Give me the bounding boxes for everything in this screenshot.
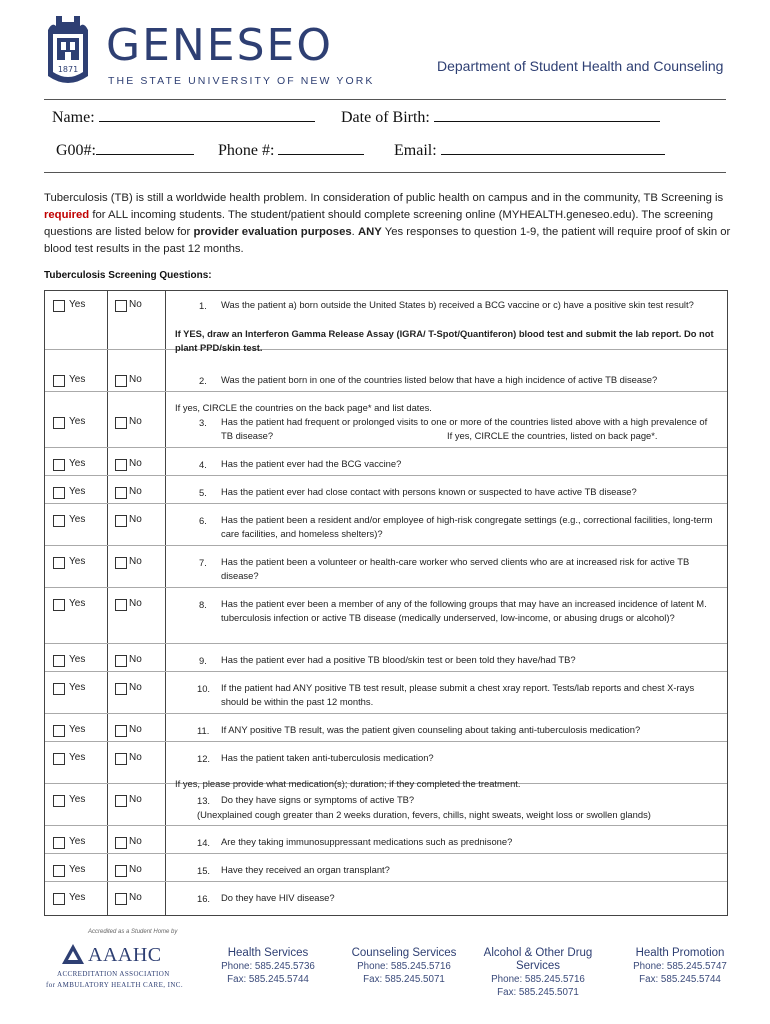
row-divider xyxy=(45,741,727,742)
row-divider xyxy=(45,475,727,476)
intro-paragraph: Tuberculosis (TB) is still a worldwide health problem. In consideration of public health on campus and in the community, TB Screening is required for ALL incoming students. The student/patient should complete screening online (MYHEALTH.geneseo.edu). The screening questions are listed below for provider evaluation purposes. ANY Yes responses to question 1-9, the patient will require proof of skin or blood test results in the past 12 months. xyxy=(44,192,731,255)
question-7-text: Has the patient been a volunteer or health-care worker who served clients who are at increased risk for active TB disease? xyxy=(221,556,690,581)
no-label: No xyxy=(129,892,142,903)
service-fax: Fax: 585.245.5071 xyxy=(497,987,579,998)
yes-checkbox-q12[interactable] xyxy=(53,753,65,765)
phone-field[interactable] xyxy=(218,139,364,160)
no-checkbox-q12[interactable] xyxy=(115,753,127,765)
service-phone: Phone: 585.245.5716 xyxy=(491,974,585,985)
screening-table xyxy=(44,290,728,916)
yes-checkbox-q1[interactable] xyxy=(53,300,65,312)
yes-checkbox-q14[interactable] xyxy=(53,837,65,849)
service-name: Counseling Services xyxy=(351,947,457,959)
column-divider xyxy=(165,291,166,915)
no-label: No xyxy=(129,556,142,567)
question-15-text: Have they received an organ transplant? xyxy=(221,864,390,875)
question-number: 8. xyxy=(199,599,207,610)
service-phone: Phone: 585.245.5736 xyxy=(221,961,315,972)
yes-checkbox-q5[interactable] xyxy=(53,487,65,499)
yes-label: Yes xyxy=(69,752,86,763)
no-label: No xyxy=(129,794,142,805)
question-number: 16. xyxy=(197,893,211,904)
question-2-text: Was the patient born in one of the countries listed below that have a high incidence of active TB disease? xyxy=(221,374,658,385)
yes-label: Yes xyxy=(69,299,86,310)
yes-checkbox-q10[interactable] xyxy=(53,683,65,695)
yes-checkbox-q9[interactable] xyxy=(53,655,65,667)
question-number: 6. xyxy=(199,515,207,526)
question-number: 1. xyxy=(199,300,207,311)
yes-label: Yes xyxy=(69,794,86,805)
row-divider xyxy=(45,643,727,644)
yes-checkbox-q6[interactable] xyxy=(53,515,65,527)
service-phone: Phone: 585.245.5747 xyxy=(633,961,727,972)
row-divider xyxy=(45,391,727,392)
question-1-instruction: If YES, draw an Interferon Gamma Release Assay (IGRA/ T-Spot/Quantiferon) blood test and submit the lab report. Do not plant PPD/skin test. xyxy=(175,328,714,353)
no-checkbox-q14[interactable] xyxy=(115,837,127,849)
section-title: Tuberculosis Screening Questions: xyxy=(44,270,212,281)
no-label: No xyxy=(129,724,142,735)
question-number: 14. xyxy=(197,837,211,848)
yes-checkbox-q16[interactable] xyxy=(53,893,65,905)
row-divider xyxy=(45,671,727,672)
g00-field[interactable] xyxy=(56,139,194,160)
question-number: 5. xyxy=(199,487,207,498)
question-number: 13. xyxy=(197,795,211,806)
question-8-text: Has the patient ever been a member of any of the following groups that may have an increased incidence of latent M. tuberculosis infection or active TB disease (medically underserved, low-income, or abusing drugs or alcohol)? xyxy=(221,598,707,623)
service-alcohol-drug xyxy=(478,947,598,999)
yes-label: Yes xyxy=(69,836,86,847)
service-name: Health Services xyxy=(227,947,309,959)
no-label: No xyxy=(129,598,142,609)
row-divider xyxy=(45,881,727,882)
question-13-symptoms: (Unexplained cough greater than 2 weeks duration, fevers, chills, night sweats, weight loss or swollen glands) xyxy=(197,809,651,820)
no-checkbox-q16[interactable] xyxy=(115,893,127,905)
question-number: 2. xyxy=(199,375,207,386)
department-title: Department of Student Health and Counseling xyxy=(437,58,724,74)
question-5-text: Has the patient ever had close contact with persons known or suspected to have active TB disease? xyxy=(221,486,637,497)
yes-checkbox-q13[interactable] xyxy=(53,795,65,807)
no-label: No xyxy=(129,458,142,469)
no-label: No xyxy=(129,374,142,385)
question-11-text: If ANY positive TB result, was the patient given counseling about taking anti-tuberculosis medication? xyxy=(221,724,641,735)
row-divider xyxy=(45,825,727,826)
aaahc-logo-text: AAAHC xyxy=(88,944,162,966)
row-divider xyxy=(45,853,727,854)
no-checkbox-q6[interactable] xyxy=(115,515,127,527)
no-label: No xyxy=(129,486,142,497)
service-phone: Phone: 585.245.5716 xyxy=(357,961,451,972)
question-9-text: Has the patient ever had a positive TB blood/skin test or been told they have/had TB? xyxy=(221,654,576,665)
yes-label: Yes xyxy=(69,598,86,609)
email-field[interactable] xyxy=(394,139,665,160)
yes-label: Yes xyxy=(69,682,86,693)
question-3-note: If yes, CIRCLE the countries, listed on back page*. xyxy=(447,430,658,441)
aaahc-triangle-icon xyxy=(62,944,84,964)
no-label: No xyxy=(129,752,142,763)
row-divider xyxy=(45,587,727,588)
service-fax: Fax: 585.245.5744 xyxy=(639,974,721,985)
question-6-text: Has the patient been a resident and/or employee of high-risk congregate settings (e.g., correctional facilities, long-term care facilities, and homeless shelters)? xyxy=(221,514,713,539)
no-label: No xyxy=(129,416,142,427)
question-1-text: Was the patient a) born outside the United States b) received a BCG vaccine or c) have a positive skin test result? xyxy=(221,299,694,310)
g00-line[interactable] xyxy=(96,139,194,155)
yes-label: Yes xyxy=(69,514,86,525)
no-checkbox-q11[interactable] xyxy=(115,725,127,737)
question-number: 15. xyxy=(197,865,211,876)
yes-label: Yes xyxy=(69,374,86,385)
question-number: 10. xyxy=(197,683,211,694)
yes-label: Yes xyxy=(69,458,86,469)
no-label: No xyxy=(129,836,142,847)
aaahc-line-2: for AMBULATORY HEALTH CARE, INC. xyxy=(46,981,183,989)
yes-checkbox-q11[interactable] xyxy=(53,725,65,737)
no-checkbox-q1[interactable] xyxy=(115,300,127,312)
phone-label: Phone #: xyxy=(218,142,275,159)
no-checkbox-q2[interactable] xyxy=(115,375,127,387)
question-number: 7. xyxy=(199,557,207,568)
question-number: 11. xyxy=(197,725,210,736)
g00-label: G00#: xyxy=(56,142,96,159)
row-divider xyxy=(45,503,727,504)
yes-checkbox-q8[interactable] xyxy=(53,599,65,611)
yes-checkbox-q4[interactable] xyxy=(53,459,65,471)
service-counseling xyxy=(344,947,464,986)
question-12-text: Has the patient taken anti-tuberculosis medication? xyxy=(221,752,434,763)
question-13-text: Do they have signs or symptoms of active TB? xyxy=(221,794,415,805)
yes-checkbox-q7[interactable] xyxy=(53,557,65,569)
aaahc-line-1: ACCREDITATION ASSOCIATION xyxy=(57,970,170,978)
university-subtitle: THE STATE UNIVERSITY OF NEW YORK xyxy=(108,75,375,87)
no-checkbox-q4[interactable] xyxy=(115,459,127,471)
email-line[interactable] xyxy=(441,139,665,155)
no-checkbox-q8[interactable] xyxy=(115,599,127,611)
dob-line[interactable] xyxy=(434,106,660,122)
any-text: ANY xyxy=(357,226,382,238)
yes-label: Yes xyxy=(69,556,86,567)
question-2-note: If yes, CIRCLE the countries on the back page* and list dates. xyxy=(175,402,432,413)
accredited-note: Accredited as a Student Home by xyxy=(88,929,178,935)
no-label: No xyxy=(129,654,142,665)
no-label: No xyxy=(129,682,142,693)
question-14-text: Are they taking immunosuppressant medications such as prednisone? xyxy=(221,836,513,847)
question-3-text: Has the patient had frequent or prolonged visits to one or more of the countries listed above with a high prevalence of TB disease? xyxy=(221,416,708,441)
question-number: 9. xyxy=(199,655,207,666)
yes-label: Yes xyxy=(69,864,86,875)
no-checkbox-q3[interactable] xyxy=(115,417,127,429)
patient-info-box xyxy=(44,99,726,173)
yes-label: Yes xyxy=(69,892,86,903)
no-checkbox-q13[interactable] xyxy=(115,795,127,807)
question-4-text: Has the patient ever had the BCG vaccine? xyxy=(221,458,402,469)
row-divider xyxy=(45,447,727,448)
yes-checkbox-q3[interactable] xyxy=(53,417,65,429)
question-16-text: Do they have HIV disease? xyxy=(221,892,335,903)
no-checkbox-q15[interactable] xyxy=(115,865,127,877)
question-12-note: If yes, please provide what medication(s); duration; if they completed the treatment. xyxy=(175,778,521,789)
service-name: Alcohol & Other Drug Services xyxy=(483,947,593,972)
no-label: No xyxy=(129,514,142,525)
required-text: required xyxy=(44,209,90,221)
name-field[interactable] xyxy=(52,106,315,127)
name-label: Name: xyxy=(52,109,95,126)
provider-text: provider evaluation purposes xyxy=(193,226,352,238)
name-line[interactable] xyxy=(99,106,315,122)
service-name: Health Promotion xyxy=(635,947,725,959)
geneseo-seal-logo xyxy=(44,12,92,88)
yes-label: Yes xyxy=(69,724,86,735)
yes-label: Yes xyxy=(69,416,86,427)
service-health-promotion xyxy=(620,947,740,986)
no-checkbox-q9[interactable] xyxy=(115,655,127,667)
service-health xyxy=(208,947,328,986)
question-10-text: If the patient had ANY positive TB test result, please submit a chest xray report. Tests/lab reports and chest X-rays should be within the past 12 months. xyxy=(221,682,695,707)
question-number: 4. xyxy=(199,459,207,470)
column-divider xyxy=(107,291,108,915)
no-checkbox-q5[interactable] xyxy=(115,487,127,499)
no-checkbox-q10[interactable] xyxy=(115,683,127,695)
phone-line[interactable] xyxy=(278,139,364,155)
row-divider xyxy=(45,713,727,714)
question-number: 12. xyxy=(197,753,211,764)
dob-label: Date of Birth: xyxy=(341,109,430,126)
row-divider xyxy=(45,545,727,546)
yes-label: Yes xyxy=(69,486,86,497)
no-label: No xyxy=(129,864,142,875)
yes-label: Yes xyxy=(69,654,86,665)
question-number: 3. xyxy=(199,417,207,428)
no-label: No xyxy=(129,299,142,310)
service-fax: Fax: 585.245.5071 xyxy=(363,974,445,985)
seal-year: 1871 xyxy=(57,65,79,74)
no-checkbox-q7[interactable] xyxy=(115,557,127,569)
dob-field[interactable] xyxy=(341,106,660,127)
yes-checkbox-q2[interactable] xyxy=(53,375,65,387)
geneseo-wordmark: GENESEO xyxy=(106,20,333,71)
service-fax: Fax: 585.245.5744 xyxy=(227,974,309,985)
yes-checkbox-q15[interactable] xyxy=(53,865,65,877)
email-label: Email: xyxy=(394,142,437,159)
